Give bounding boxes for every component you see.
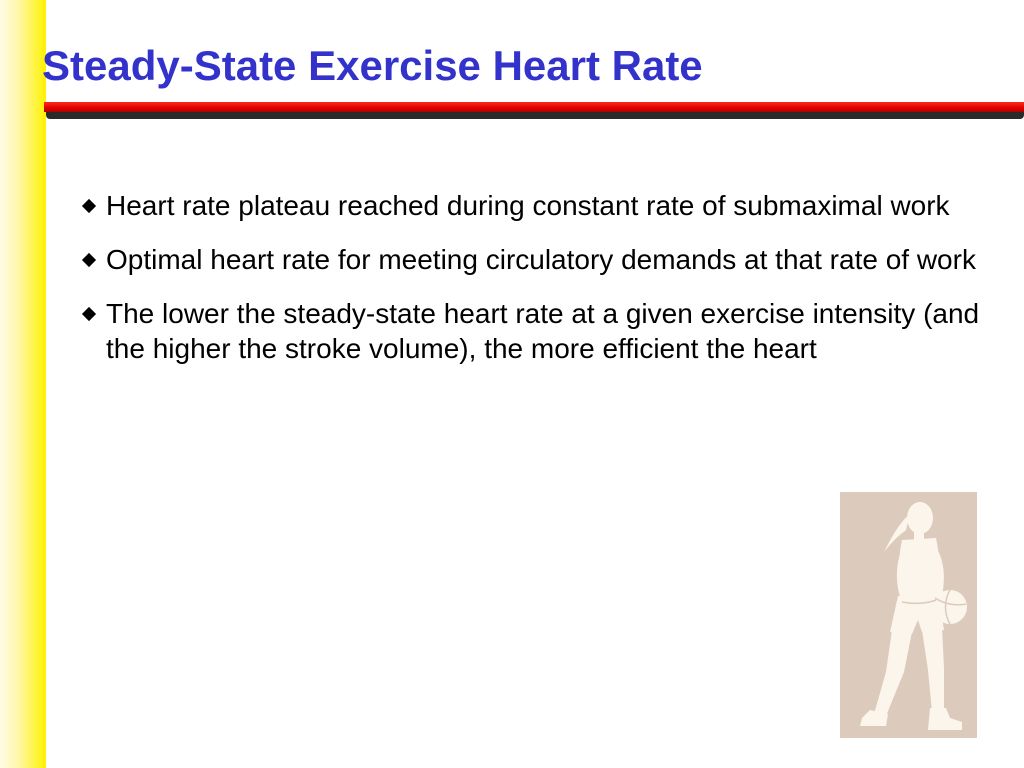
- bullet-text: The lower the steady-state heart rate at a given exercise intensity (and the higher the stroke volume), the more efficient the heart: [106, 298, 980, 364]
- bullet-item: [80, 296, 990, 366]
- side-gradient-decoration: [0, 0, 46, 768]
- slide-title: Steady-State Exercise Heart Rate: [42, 42, 703, 89]
- title-underline-rule: [44, 102, 1024, 120]
- bullet-text: Heart rate plateau reached during constant rate of submaximal work: [106, 190, 950, 221]
- basketball-player-picture: [840, 492, 977, 738]
- diamond-bullet-icon: [82, 307, 96, 321]
- bullet-item: [80, 242, 990, 277]
- bullet-text: Optimal heart rate for meeting circulatory demands at that rate of work: [106, 244, 976, 275]
- basketball-player-silhouette-icon: [840, 492, 977, 738]
- title-rule-bar: [44, 102, 1024, 112]
- bullet-item: [80, 188, 990, 223]
- diamond-bullet-icon: [82, 199, 96, 213]
- bullet-list: [80, 188, 990, 385]
- diamond-bullet-icon: [82, 253, 96, 267]
